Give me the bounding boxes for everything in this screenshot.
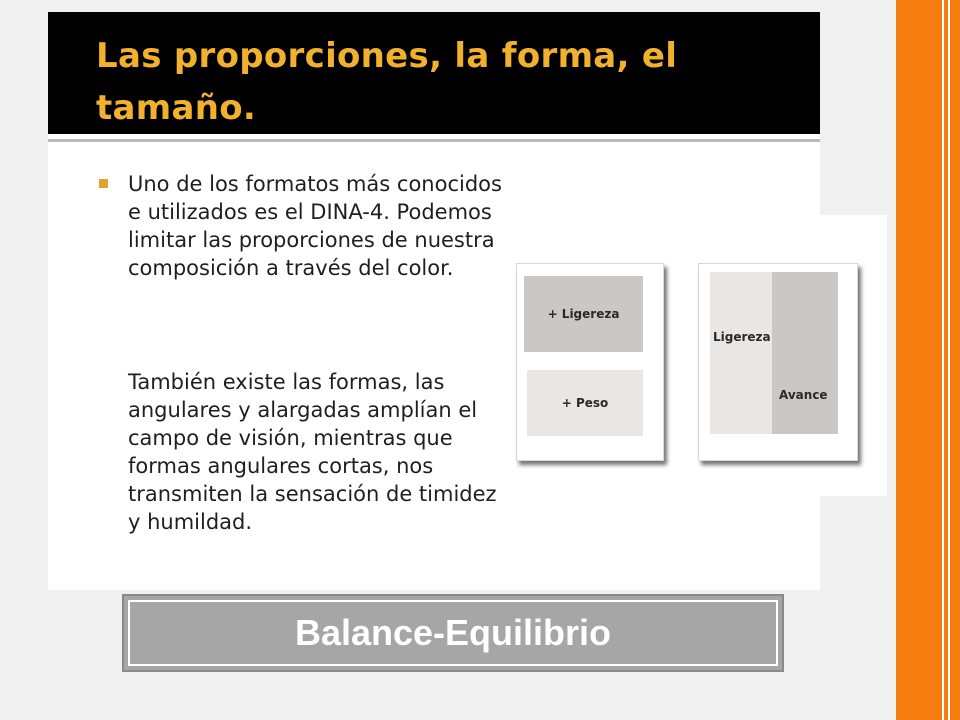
rail-stripe	[948, 0, 950, 720]
block-light-column	[710, 272, 772, 434]
label-lightness: Ligereza	[713, 330, 771, 344]
slide-title: Las proporciones, la forma, el tamaño.	[96, 36, 678, 128]
section-title: Balance-Equilibrio	[294, 612, 612, 653]
label-advance: Avance	[779, 388, 828, 402]
orange-side-rail	[896, 0, 960, 720]
block-dark-column	[772, 272, 838, 434]
slide-header	[48, 12, 820, 134]
body-paragraph-2: También existe las formas, las angulares y alargadas amplían el campo de visión, mientras que formas angulares cortas, nos transmiten la sensación de timidez y humildad.	[128, 370, 497, 534]
body-paragraph-1: Uno de los formatos más conocidos e utilizados es el DINA-4. Podemos limitar las proporciones de nuestra composición a través del color.	[128, 172, 502, 280]
card-lightness-weight	[516, 263, 664, 461]
card-lightness-advance	[698, 263, 858, 461]
block-weight: + Peso	[527, 370, 643, 436]
proportions-illustration	[512, 215, 887, 496]
section-title-box	[122, 594, 784, 672]
section-title-inner	[128, 600, 778, 666]
block-lightness: + Ligereza	[524, 276, 643, 352]
rail-stripe	[942, 0, 944, 720]
bullet-square-icon	[99, 179, 108, 188]
header-divider	[48, 139, 820, 142]
